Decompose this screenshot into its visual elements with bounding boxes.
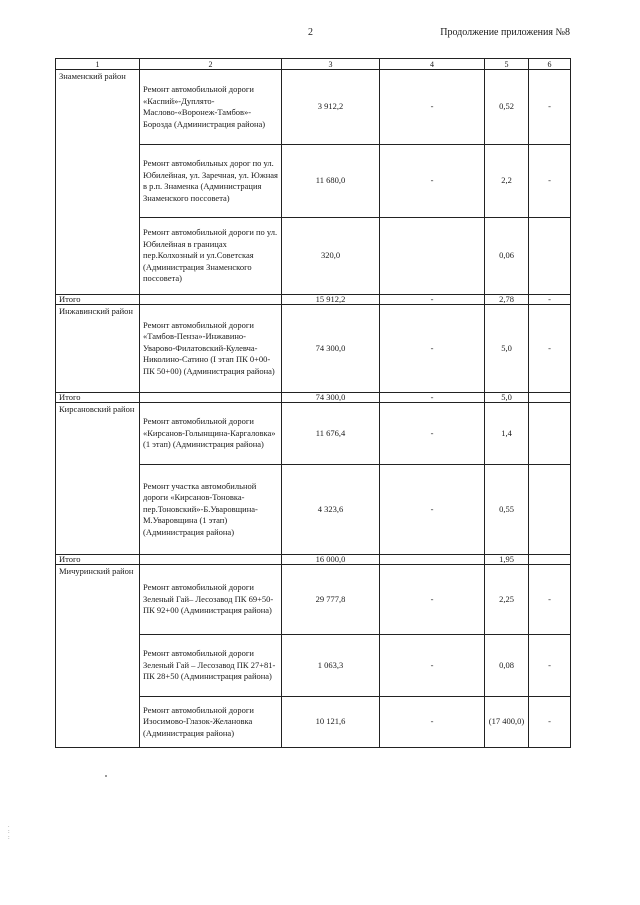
project-description: Ремонт участка автомобильной дороги «Кирсанов-Тоновка-пер.Тоновский»-Б.Уваровщина-М.Уваровщина (1 этап) (Администрация района) xyxy=(140,465,282,555)
project-description: Ремонт автомобильной дороги Зеленый Гай – Лесозавод ПК 27+81-ПК 28+50 (Администрация района) xyxy=(140,635,282,697)
col6-value: - xyxy=(529,295,571,305)
column-header: 6 xyxy=(529,59,571,70)
col6-value: - xyxy=(529,635,571,697)
col4-value: - xyxy=(380,565,485,635)
project-description: Ремонт автомобильной дороги по ул. Юбилейная в границах пер.Колхозный и ул.Советская (Администрация Знаменского поссовета) xyxy=(140,218,282,295)
page-number: 2 xyxy=(308,27,313,38)
margin-mark: . : : xyxy=(8,823,10,841)
table-header-row xyxy=(56,59,571,70)
length-value: 2,25 xyxy=(485,565,529,635)
cost-value: 3 912,2 xyxy=(282,70,380,145)
table-row xyxy=(56,565,571,635)
appendix-title: Продолжение приложения №8 xyxy=(440,27,570,38)
col4-value: - xyxy=(380,305,485,393)
column-header: 5 xyxy=(485,59,529,70)
total-row xyxy=(56,393,571,403)
roads-table xyxy=(55,58,571,748)
col6-value xyxy=(529,393,571,403)
col4-value xyxy=(380,218,485,295)
column-header: 3 xyxy=(282,59,380,70)
cost-value: 29 777,8 xyxy=(282,565,380,635)
length-value: 5,0 xyxy=(485,305,529,393)
table-row xyxy=(56,70,571,145)
col4-value: - xyxy=(380,145,485,218)
col6-value: - xyxy=(529,565,571,635)
col4-value: - xyxy=(380,465,485,555)
empty-cell xyxy=(140,393,282,403)
length-value: 0,08 xyxy=(485,635,529,697)
scan-speck xyxy=(105,775,107,777)
col6-value: - xyxy=(529,145,571,218)
col6-value xyxy=(529,218,571,295)
column-header: 4 xyxy=(380,59,485,70)
col4-value: - xyxy=(380,403,485,465)
total-length: 1,95 xyxy=(485,555,529,565)
cost-value: 10 121,6 xyxy=(282,697,380,748)
length-value: 0,06 xyxy=(485,218,529,295)
project-description: Ремонт автомобильных дорог по ул. Юбилейная, ул. Заречная, ул. Южная в р.п. Знаменка (Администрация Знаменского поссовета) xyxy=(140,145,282,218)
col4-value: - xyxy=(380,393,485,403)
project-description: Ремонт автомобильной дороги «Каспий»-Дуплято-Маслово-«Воронеж-Тамбов»-Борозда (Администрация района) xyxy=(140,70,282,145)
col4-value: - xyxy=(380,635,485,697)
total-cost: 74 300,0 xyxy=(282,393,380,403)
table-row xyxy=(56,305,571,393)
district-name: Кирсановский район xyxy=(56,403,140,555)
total-label: Итого xyxy=(56,393,140,403)
column-header: 1 xyxy=(56,59,140,70)
project-description: Ремонт автомобильной дороги Зеленый Гай– Лесозавод ПК 69+50-ПК 92+00 (Администрация района) xyxy=(140,565,282,635)
total-cost: 15 912,2 xyxy=(282,295,380,305)
col6-value xyxy=(529,555,571,565)
cost-value: 74 300,0 xyxy=(282,305,380,393)
col4-value: - xyxy=(380,295,485,305)
district-name: Знаменский район xyxy=(56,70,140,295)
project-description: Ремонт автомобильной дороги Изосимово-Глазок-Желановка (Администрация района) xyxy=(140,697,282,748)
table-row xyxy=(56,403,571,465)
total-label: Итого xyxy=(56,555,140,565)
col6-value: - xyxy=(529,70,571,145)
col6-value: - xyxy=(529,305,571,393)
total-label: Итого xyxy=(56,295,140,305)
col6-value xyxy=(529,403,571,465)
total-length: 2,78 xyxy=(485,295,529,305)
length-value: 0,55 xyxy=(485,465,529,555)
col6-value xyxy=(529,465,571,555)
cost-value: 11 676,4 xyxy=(282,403,380,465)
length-value: 0,52 xyxy=(485,70,529,145)
total-row xyxy=(56,295,571,305)
empty-cell xyxy=(140,295,282,305)
cost-value: 320,0 xyxy=(282,218,380,295)
total-cost: 16 000,0 xyxy=(282,555,380,565)
empty-cell xyxy=(140,555,282,565)
project-description: Ремонт автомобильной дороги «Кирсанов-Голынщина-Каргаловка» (1 этап) (Администрация района) xyxy=(140,403,282,465)
district-name: Инжавинский район xyxy=(56,305,140,393)
length-value: 2,2 xyxy=(485,145,529,218)
length-value: 1,4 xyxy=(485,403,529,465)
cost-value: 1 063,3 xyxy=(282,635,380,697)
col4-value xyxy=(380,555,485,565)
col4-value: - xyxy=(380,70,485,145)
col6-value: - xyxy=(529,697,571,748)
total-length: 5,0 xyxy=(485,393,529,403)
col4-value: - xyxy=(380,697,485,748)
cost-value: 4 323,6 xyxy=(282,465,380,555)
cost-value: 11 680,0 xyxy=(282,145,380,218)
district-name: Мичуринский район xyxy=(56,565,140,748)
column-header: 2 xyxy=(140,59,282,70)
total-row xyxy=(56,555,571,565)
length-value: (17 400,0) xyxy=(485,697,529,748)
project-description: Ремонт автомобильной дороги «Тамбов-Пенза»-Инжавино-Уварово-Филатовский-Кулевча-Николино-Сатино (I этап ПК 0+00-ПК 50+00) (Администрация района) xyxy=(140,305,282,393)
